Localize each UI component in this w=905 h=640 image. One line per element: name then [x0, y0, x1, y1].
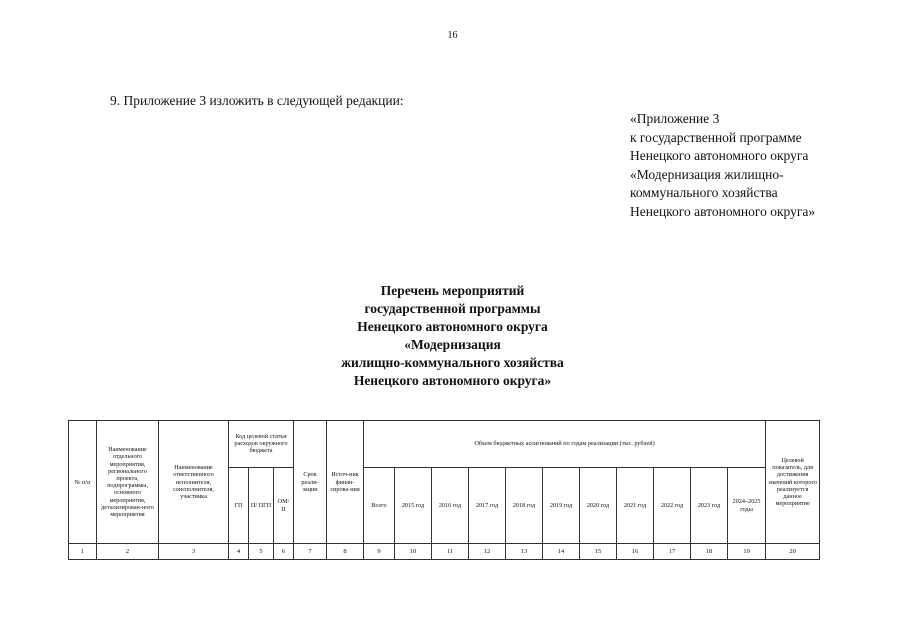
header-no: № п/п [69, 421, 97, 544]
header-volume: Объем бюджетных ассигнований по годам реализации (тыс. рублей) [364, 421, 766, 468]
header-year: 2016 год [432, 467, 469, 544]
header-name: Наименование отдельного мероприятия, регионального проекта, подпрограммы, основного мероприятия, детализирован-ного мероприятия [97, 421, 159, 544]
title-line: Перечень мероприятий [380, 283, 525, 298]
title-line: Ненецкого автономного округа [357, 319, 548, 334]
page-number: 16 [447, 30, 458, 41]
column-number: 6 [274, 544, 294, 560]
title-line: Ненецкого автономного округа» [353, 373, 552, 388]
header-term: Срок реали-зации [294, 421, 327, 544]
column-number: 12 [469, 544, 506, 560]
column-number: 17 [654, 544, 691, 560]
column-number: 15 [580, 544, 617, 560]
header-pgp: П/ ПГП [249, 467, 274, 544]
column-number: 5 [249, 544, 274, 560]
column-number: 9 [364, 544, 395, 560]
appendix-caption-line: к государственной программе [630, 129, 802, 145]
column-number: 2 [97, 544, 159, 560]
column-number: 11 [432, 544, 469, 560]
column-number: 1 [69, 544, 97, 560]
appendix-caption-line: «Модернизация жилищно- [630, 166, 784, 182]
column-number: 20 [766, 544, 820, 560]
column-number: 16 [617, 544, 654, 560]
header-executor: Наименование ответственного исполнителя, соисполнителя, участника [159, 421, 229, 544]
header-gp: ГП [229, 467, 249, 544]
column-number: 7 [294, 544, 327, 560]
column-number: 19 [728, 544, 766, 560]
title-line: государственной программы [364, 301, 541, 316]
header-year: 2021 год [617, 467, 654, 544]
column-number: 4 [229, 544, 249, 560]
header-om: ОМ/ П [274, 467, 294, 544]
appendix-caption-line: коммунального хозяйства [630, 185, 778, 200]
header-year: 2018 год [506, 467, 543, 544]
column-number: 3 [159, 544, 229, 560]
column-number: 8 [327, 544, 364, 560]
appendix-caption-line: Ненецкого автономного округа [630, 148, 809, 163]
title-line: «Модернизация [404, 337, 501, 352]
title-line: жилищно-коммунального хозяйства [341, 355, 564, 370]
header-total: Всего [364, 467, 395, 544]
header-year: 2019 год [543, 467, 580, 544]
appendix-caption-line: Ненецкого автономного округа» [630, 203, 816, 219]
header-year: 2020 год [580, 467, 617, 544]
column-number: 18 [691, 544, 728, 560]
column-number: 10 [395, 544, 432, 560]
header-year: 2015 год [395, 467, 432, 544]
header-indicator: Целевой показатель, для достижения значений которого реализуется данное мероприятие [766, 421, 820, 544]
header-year: 2023 год [691, 467, 728, 544]
header-code: Код целевой статьи расходов окружного бюджета [229, 421, 294, 468]
appendix-caption [630, 110, 815, 221]
header-year: 2022 год [654, 467, 691, 544]
appendix-caption-line: «Приложение 3 [630, 111, 720, 126]
instruction-text: 9. Приложение 3 изложить в следующей редакции: [110, 93, 404, 108]
measures-table [68, 420, 820, 560]
header-source: Источ-ник финан-сирова-ния [327, 421, 364, 544]
header-year: 2017 год [469, 467, 506, 544]
column-number: 14 [543, 544, 580, 560]
document-title [0, 282, 905, 390]
column-number: 13 [506, 544, 543, 560]
header-year: 2024–2025 годы [728, 467, 766, 544]
